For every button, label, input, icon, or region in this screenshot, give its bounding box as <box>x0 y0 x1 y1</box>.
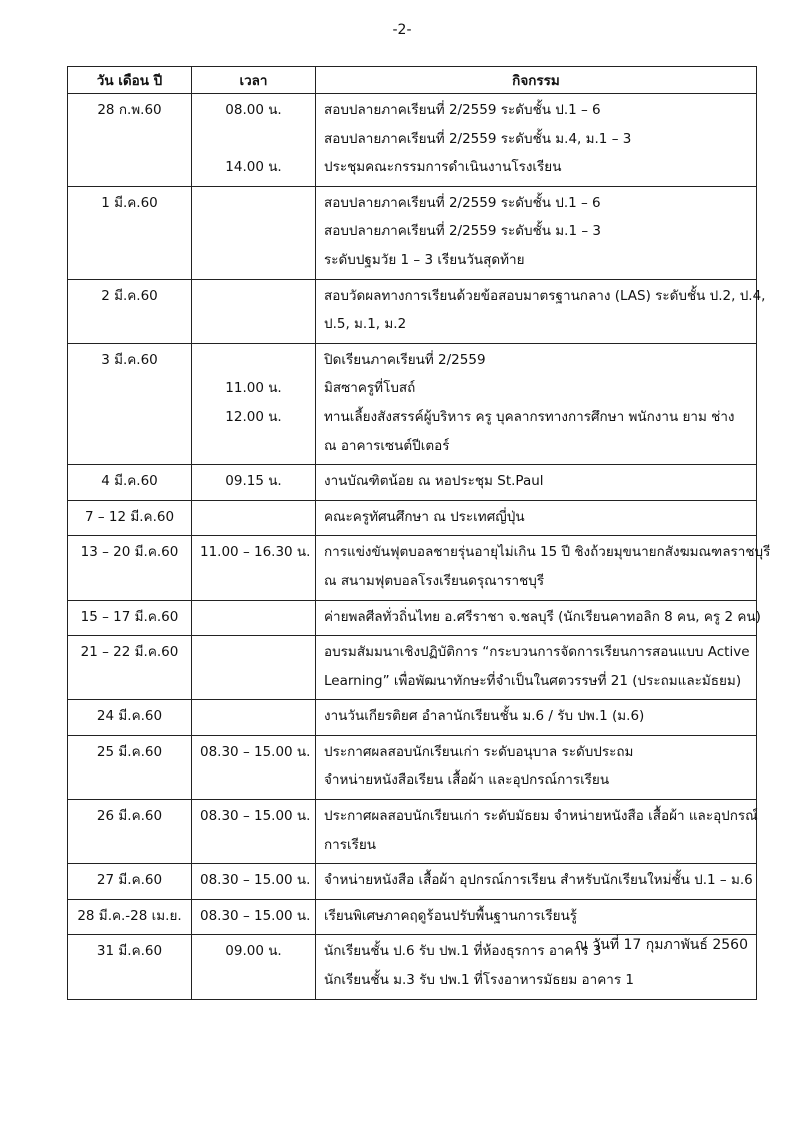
activity-text: ระดับปฐมวัย 1 – 3 เรียนวันสุดท้าย <box>324 251 525 268</box>
date-cell <box>68 600 192 636</box>
date-text: 21 – 22 มี.ค.60 <box>80 644 179 661</box>
table-row <box>68 500 757 536</box>
activity-text: ประกาศผลสอบนักเรียนเก่า ระดับอนุบาล ระดับประถม <box>324 743 634 760</box>
time-cell <box>192 500 316 536</box>
table-row <box>68 94 757 187</box>
activity-text: สอบปลายภาคเรียนที่ 2/2559 ระดับชั้น ป.1 – 6 <box>324 102 601 118</box>
time-cell <box>192 279 316 343</box>
date-text: 1 มี.ค.60 <box>101 194 158 211</box>
date-cell <box>68 465 192 501</box>
activity-text: การแข่งขันฟุตบอลชายรุ่นอายุไม่เกิน 15 ปี ชิงถ้วยมุขนายกสังฆมณฑลราชบุรี <box>324 544 771 561</box>
activity-text: ณ อาคารเซนต์ปีเตอร์ <box>324 437 450 454</box>
date-text: 28 ก.พ.60 <box>97 102 162 118</box>
time-text <box>200 638 307 667</box>
time-text <box>200 503 307 532</box>
date-text: 3 มี.ค.60 <box>101 351 158 368</box>
time-cell <box>192 636 316 700</box>
activity-text: อบรมสัมมนาเชิงปฏิบัติการ “กระบวนการจัดการเรียนการสอนแบบ Active <box>324 644 750 661</box>
table-row <box>68 536 757 600</box>
activity-text: Learning” เพื่อพัฒนาทักษะที่จำเป็นในศตวรรษที่ 21 (ประถมและมัธยม) <box>324 672 742 689</box>
activity-cell <box>316 800 757 864</box>
table-row <box>68 186 757 279</box>
date-cell <box>68 935 192 999</box>
activity-cell <box>316 279 766 343</box>
header-date: วัน เดือน ปี <box>68 67 192 94</box>
date-text: 31 มี.ค.60 <box>96 943 163 960</box>
date-cell <box>68 864 192 900</box>
header-time: เวลา <box>192 67 316 94</box>
activity-cell <box>316 186 757 279</box>
activity-cell <box>316 465 757 501</box>
time-cell <box>192 94 316 187</box>
time-cell <box>192 899 316 935</box>
activity-text: สอบปลายภาคเรียนที่ 2/2559 ระดับชั้น ม.1 – 3 <box>324 223 601 240</box>
schedule-table <box>67 66 771 1000</box>
date-text: 24 มี.ค.60 <box>96 708 163 725</box>
time-cell <box>192 536 316 600</box>
time-cell <box>192 935 316 999</box>
date-cell <box>68 899 192 935</box>
activity-text: คณะครูทัศนศึกษา ณ ประเทศญี่ปุ่น <box>324 508 525 525</box>
time-text: 11.00 – 16.30 น. <box>200 544 311 561</box>
time-text: 08.30 – 15.00 น. <box>200 808 311 825</box>
table-header-row <box>68 67 757 94</box>
table-row <box>68 899 757 935</box>
date-text: 4 มี.ค.60 <box>101 473 158 490</box>
activity-cell <box>316 899 757 935</box>
time-text <box>200 603 307 632</box>
date-cell <box>68 343 192 464</box>
activity-cell <box>316 500 757 536</box>
activity-text: สอบวัดผลทางการเรียนด้วยข้อสอบมาตรฐานกลาง (LAS) ระดับชั้น ป.2, ป.4, <box>324 287 766 304</box>
activity-cell <box>316 864 757 900</box>
date-cell <box>68 636 192 700</box>
date-cell <box>68 800 192 864</box>
activity-text: จำหน่ายหนังสือ เสื้อผ้า อุปกรณ์การเรียน สำหรับนักเรียนใหม่ชั้น ป.1 – ม.6 <box>324 872 753 889</box>
activity-text: ทานเลี้ยงสังสรรค์ผู้บริหาร ครู บุคลากรทางการศึกษา พนักงาน ยาม ช่าง <box>324 408 735 425</box>
date-cell <box>68 536 192 600</box>
table-row <box>68 864 757 900</box>
header-activity: กิจกรรม <box>316 67 757 94</box>
activity-cell <box>316 94 757 187</box>
signoff-date: ณ วันที่ 17 กุมภาพันธ์ 2560 <box>574 937 748 953</box>
time-cell <box>192 600 316 636</box>
table-row <box>68 636 757 700</box>
date-text: 13 – 20 มี.ค.60 <box>80 544 179 561</box>
table-row <box>68 700 757 736</box>
time-cell <box>192 186 316 279</box>
activity-text: มิสซาครูที่โบสถ์ <box>324 380 416 397</box>
activity-text: สอบปลายภาคเรียนที่ 2/2559 ระดับชั้น ม.4, ม.1 – 3 <box>324 130 632 147</box>
date-text: 2 มี.ค.60 <box>101 287 158 304</box>
activity-cell <box>316 636 757 700</box>
time-text <box>200 702 307 731</box>
time-cell <box>192 465 316 501</box>
table-row <box>68 465 757 501</box>
schedule-body <box>68 94 771 1000</box>
time-text: 12.00 น. <box>225 408 282 425</box>
time-cell <box>192 800 316 864</box>
time-text <box>200 346 307 375</box>
time-text <box>200 189 307 218</box>
time-text <box>200 125 307 154</box>
activity-text: สอบปลายภาคเรียนที่ 2/2559 ระดับชั้น ป.1 – 6 <box>324 194 601 211</box>
date-text: 15 – 17 มี.ค.60 <box>80 608 179 625</box>
activity-text: งานวันเกียรติยศ อำลานักเรียนชั้น ม.6 / รับ ปพ.1 (ม.6) <box>324 708 645 725</box>
date-text: 28 มี.ค.-28 เม.ย. <box>77 907 182 924</box>
table-row <box>68 343 757 464</box>
table-row <box>68 800 757 864</box>
date-text: 26 มี.ค.60 <box>96 808 163 825</box>
activity-text: ณ สนามฟุตบอลโรงเรียนดรุณาราชบุรี <box>324 572 545 589</box>
activity-cell <box>316 343 757 464</box>
date-text: 27 มี.ค.60 <box>96 872 163 889</box>
activity-cell <box>316 700 757 736</box>
time-text: 11.00 น. <box>225 380 282 397</box>
table-row <box>68 600 757 636</box>
activity-text: ปิดเรียนภาคเรียนที่ 2/2559 <box>324 351 486 368</box>
time-cell <box>192 864 316 900</box>
date-cell <box>68 500 192 536</box>
activity-text: ประกาศผลสอบนักเรียนเก่า ระดับมัธยม จำหน่ายหนังสือ เสื้อผ้า และอุปกรณ์ <box>324 808 758 825</box>
time-text: 09.00 น. <box>225 943 282 960</box>
time-cell <box>192 343 316 464</box>
activity-text: นักเรียนชั้น ม.3 รับ ปพ.1 ที่โรงอาหารมัธยม อาคาร 1 <box>324 972 634 989</box>
time-cell <box>192 700 316 736</box>
time-text <box>200 282 307 311</box>
date-cell <box>68 735 192 799</box>
activity-cell <box>316 600 761 636</box>
table-row <box>68 279 757 343</box>
time-text: 08.30 – 15.00 น. <box>200 743 311 760</box>
time-cell <box>192 735 316 799</box>
activity-text: เรียนพิเศษภาคฤดูร้อนปรับพื้นฐานการเรียนรู้ <box>324 907 578 924</box>
activity-cell <box>316 536 771 600</box>
date-text: 25 มี.ค.60 <box>96 743 163 760</box>
date-cell <box>68 186 192 279</box>
page-number: -2- <box>392 22 412 38</box>
time-text: 08.30 – 15.00 น. <box>200 907 311 924</box>
time-text: 14.00 น. <box>225 159 282 176</box>
time-text: 09.15 น. <box>225 473 282 490</box>
activity-cell <box>316 735 757 799</box>
activity-text: จำหน่ายหนังสือเรียน เสื้อผ้า และอุปกรณ์การเรียน <box>324 772 610 789</box>
activity-text: ค่ายพลศีลทั่วถิ่นไทย อ.ศรีราชา จ.ชลบุรี (นักเรียนคาทอลิก 8 คน, ครู 2 คน) <box>324 608 761 625</box>
activity-text: การเรียน <box>324 836 377 853</box>
date-text: 7 – 12 มี.ค.60 <box>84 508 175 525</box>
date-cell <box>68 700 192 736</box>
activity-text: งานบัณฑิตน้อย ณ หอประชุม St.Paul <box>324 473 544 490</box>
activity-text: ประชุมคณะกรรมการดำเนินงานโรงเรียน <box>324 159 562 176</box>
date-cell <box>68 279 192 343</box>
time-text: 08.30 – 15.00 น. <box>200 872 311 889</box>
time-text: 08.00 น. <box>225 102 282 118</box>
table-row <box>68 735 757 799</box>
activity-text: ป.5, ม.1, ม.2 <box>324 316 407 333</box>
date-cell <box>68 94 192 187</box>
activity-text: นักเรียนชั้น ป.6 รับ ปพ.1 ที่ห้องธุรการ อาคาร 3 <box>324 943 602 960</box>
